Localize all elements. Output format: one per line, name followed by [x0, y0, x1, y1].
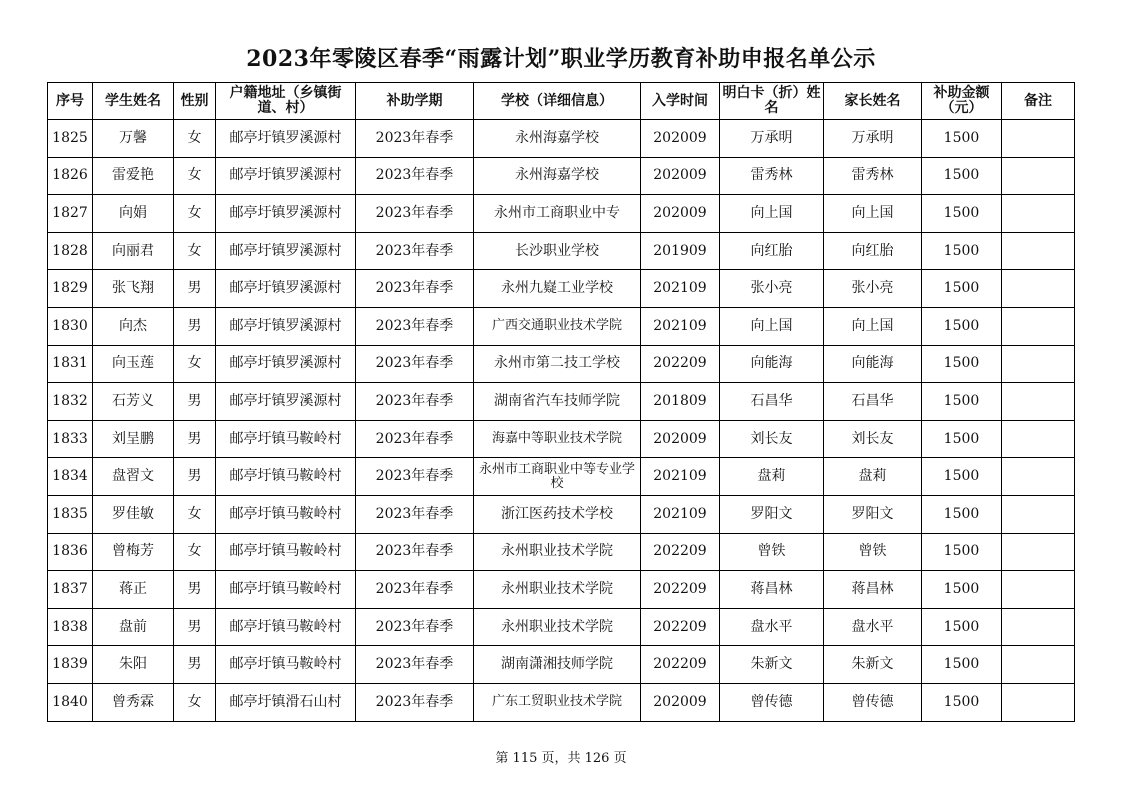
cell-gender: 男: [174, 383, 216, 421]
column-header: 备注: [1002, 83, 1075, 120]
cell-parent-name: 曾传德: [824, 683, 922, 721]
cell-amount: 1500: [922, 157, 1002, 195]
cell-serial-number: 1832: [48, 383, 93, 421]
cell-enroll-date: 202209: [641, 646, 720, 684]
cell-school: 永州海嘉学校: [474, 120, 641, 158]
cell-card-name: 曾铁: [720, 533, 824, 571]
cell-school: 海嘉中等职业技术学院: [474, 420, 641, 458]
cell-address: 邮亭圩镇滑石山村: [216, 683, 356, 721]
cell-parent-name: 石昌华: [824, 383, 922, 421]
cell-school: 广东工贸职业技术学院: [474, 683, 641, 721]
cell-enroll-date: 202009: [641, 420, 720, 458]
table-row: [48, 345, 1075, 383]
cell-card-name: 向上国: [720, 307, 824, 345]
cell-card-name: 蒋昌林: [720, 571, 824, 609]
cell-school: 湖南潇湘技师学院: [474, 646, 641, 684]
cell-enroll-date: 202209: [641, 571, 720, 609]
cell-student-name: 向玉莲: [93, 345, 174, 383]
cell-parent-name: 张小亮: [824, 270, 922, 308]
cell-amount: 1500: [922, 571, 1002, 609]
cell-term: 2023年春季: [356, 120, 474, 158]
cell-gender: 女: [174, 157, 216, 195]
cell-term: 2023年春季: [356, 157, 474, 195]
cell-amount: 1500: [922, 683, 1002, 721]
cell-card-name: 曾传德: [720, 683, 824, 721]
cell-amount: 1500: [922, 608, 1002, 646]
cell-enroll-date: 202109: [641, 458, 720, 496]
table-row: [48, 120, 1075, 158]
cell-parent-name: 雷秀林: [824, 157, 922, 195]
cell-note: [1002, 533, 1075, 571]
cell-amount: 1500: [922, 495, 1002, 533]
table-row: [48, 683, 1075, 721]
cell-address: 邮亭圩镇马鞍岭村: [216, 533, 356, 571]
cell-enroll-date: 202209: [641, 345, 720, 383]
cell-serial-number: 1826: [48, 157, 93, 195]
cell-parent-name: 刘长友: [824, 420, 922, 458]
cell-student-name: 石芳义: [93, 383, 174, 421]
cell-card-name: 石昌华: [720, 383, 824, 421]
cell-student-name: 雷爱艳: [93, 157, 174, 195]
cell-note: [1002, 383, 1075, 421]
cell-term: 2023年春季: [356, 345, 474, 383]
cell-enroll-date: 202109: [641, 307, 720, 345]
cell-serial-number: 1833: [48, 420, 93, 458]
page-title: 2023年零陵区春季“雨露计划”职业学历教育补助申报名单公示: [246, 46, 876, 72]
cell-gender: 男: [174, 420, 216, 458]
cell-school: 长沙职业学校: [474, 232, 641, 270]
cell-note: [1002, 157, 1075, 195]
cell-enroll-date: 202009: [641, 195, 720, 233]
cell-serial-number: 1837: [48, 571, 93, 609]
cell-term: 2023年春季: [356, 270, 474, 308]
cell-amount: 1500: [922, 270, 1002, 308]
cell-address: 邮亭圩镇马鞍岭村: [216, 420, 356, 458]
cell-term: 2023年春季: [356, 307, 474, 345]
cell-note: [1002, 232, 1075, 270]
cell-parent-name: 曾铁: [824, 533, 922, 571]
column-header: 序号: [48, 83, 93, 120]
cell-school: 永州职业技术学院: [474, 533, 641, 571]
cell-gender: 女: [174, 533, 216, 571]
cell-term: 2023年春季: [356, 571, 474, 609]
cell-address: 邮亭圩镇罗溪源村: [216, 232, 356, 270]
cell-parent-name: 罗阳文: [824, 495, 922, 533]
cell-note: [1002, 495, 1075, 533]
table-row: [48, 195, 1075, 233]
cell-school: 永州市工商职业中专: [474, 195, 641, 233]
cell-serial-number: 1829: [48, 270, 93, 308]
cell-enroll-date: 201909: [641, 232, 720, 270]
cell-school: 浙江医药技术学校: [474, 495, 641, 533]
cell-serial-number: 1827: [48, 195, 93, 233]
cell-parent-name: 向能海: [824, 345, 922, 383]
cell-parent-name: 向上国: [824, 195, 922, 233]
cell-gender: 男: [174, 571, 216, 609]
cell-amount: 1500: [922, 120, 1002, 158]
cell-enroll-date: 202009: [641, 120, 720, 158]
page-footer: 第 115 页，共 126 页: [495, 751, 627, 766]
cell-serial-number: 1830: [48, 307, 93, 345]
cell-amount: 1500: [922, 307, 1002, 345]
cell-term: 2023年春季: [356, 533, 474, 571]
cell-serial-number: 1828: [48, 232, 93, 270]
table-body: [48, 120, 1075, 722]
cell-note: [1002, 345, 1075, 383]
header-row: [48, 83, 1075, 120]
cell-student-name: 蒋正: [93, 571, 174, 609]
cell-card-name: 朱新文: [720, 646, 824, 684]
cell-term: 2023年春季: [356, 195, 474, 233]
cell-amount: 1500: [922, 195, 1002, 233]
cell-gender: 男: [174, 458, 216, 496]
cell-school: 永州职业技术学院: [474, 571, 641, 609]
cell-gender: 男: [174, 307, 216, 345]
cell-card-name: 向能海: [720, 345, 824, 383]
cell-gender: 女: [174, 232, 216, 270]
cell-gender: 女: [174, 345, 216, 383]
cell-serial-number: 1836: [48, 533, 93, 571]
cell-student-name: 向杰: [93, 307, 174, 345]
column-header: 性别: [174, 83, 216, 120]
cell-address: 邮亭圩镇马鞍岭村: [216, 458, 356, 496]
cell-student-name: 盘習文: [93, 458, 174, 496]
cell-enroll-date: 202109: [641, 270, 720, 308]
cell-serial-number: 1835: [48, 495, 93, 533]
cell-serial-number: 1834: [48, 458, 93, 496]
cell-school: 永州海嘉学校: [474, 157, 641, 195]
cell-card-name: 雷秀林: [720, 157, 824, 195]
cell-card-name: 万承明: [720, 120, 824, 158]
cell-address: 邮亭圩镇马鞍岭村: [216, 571, 356, 609]
cell-card-name: 刘长友: [720, 420, 824, 458]
cell-student-name: 万馨: [93, 120, 174, 158]
table-row: [48, 495, 1075, 533]
cell-gender: 女: [174, 683, 216, 721]
table-row: [48, 458, 1075, 496]
cell-note: [1002, 683, 1075, 721]
cell-enroll-date: 202209: [641, 608, 720, 646]
cell-address: 邮亭圩镇马鞍岭村: [216, 495, 356, 533]
table-row: [48, 608, 1075, 646]
cell-term: 2023年春季: [356, 646, 474, 684]
table-row: [48, 383, 1075, 421]
table-row: [48, 571, 1075, 609]
cell-amount: 1500: [922, 646, 1002, 684]
cell-student-name: 罗佳敏: [93, 495, 174, 533]
cell-school: 永州市第二技工学校: [474, 345, 641, 383]
cell-address: 邮亭圩镇罗溪源村: [216, 270, 356, 308]
cell-student-name: 盘前: [93, 608, 174, 646]
table-row: [48, 232, 1075, 270]
column-header: 补助学期: [356, 83, 474, 120]
cell-enroll-date: 202009: [641, 683, 720, 721]
cell-school: 湖南省汽车技师学院: [474, 383, 641, 421]
cell-address: 邮亭圩镇罗溪源村: [216, 195, 356, 233]
cell-amount: 1500: [922, 533, 1002, 571]
cell-address: 邮亭圩镇罗溪源村: [216, 383, 356, 421]
cell-card-name: 盘水平: [720, 608, 824, 646]
cell-card-name: 向上国: [720, 195, 824, 233]
cell-parent-name: 向上国: [824, 307, 922, 345]
table-row: [48, 646, 1075, 684]
cell-note: [1002, 307, 1075, 345]
cell-school: 永州市工商职业中等专业学校: [474, 458, 641, 496]
cell-student-name: 朱阳: [93, 646, 174, 684]
cell-enroll-date: 202209: [641, 533, 720, 571]
cell-serial-number: 1825: [48, 120, 93, 158]
column-header: 家长姓名: [824, 83, 922, 120]
cell-student-name: 张飞翔: [93, 270, 174, 308]
column-header: 学校（详细信息）: [474, 83, 641, 120]
cell-gender: 女: [174, 120, 216, 158]
cell-parent-name: 盘莉: [824, 458, 922, 496]
cell-student-name: 曾梅芳: [93, 533, 174, 571]
cell-parent-name: 盘水平: [824, 608, 922, 646]
column-header: 补助金额（元）: [922, 83, 1002, 120]
cell-school: 永州九嶷工业学校: [474, 270, 641, 308]
cell-note: [1002, 420, 1075, 458]
cell-term: 2023年春季: [356, 420, 474, 458]
roster-table: [47, 82, 1075, 722]
cell-term: 2023年春季: [356, 458, 474, 496]
cell-card-name: 盘莉: [720, 458, 824, 496]
cell-term: 2023年春季: [356, 608, 474, 646]
cell-amount: 1500: [922, 458, 1002, 496]
table-row: [48, 533, 1075, 571]
cell-gender: 男: [174, 646, 216, 684]
column-header: 户籍地址（乡镇街道、村）: [216, 83, 356, 120]
cell-amount: 1500: [922, 383, 1002, 421]
cell-gender: 男: [174, 608, 216, 646]
cell-serial-number: 1831: [48, 345, 93, 383]
cell-enroll-date: 202109: [641, 495, 720, 533]
column-header: 学生姓名: [93, 83, 174, 120]
cell-address: 邮亭圩镇罗溪源村: [216, 345, 356, 383]
cell-card-name: 张小亮: [720, 270, 824, 308]
cell-card-name: 向红胎: [720, 232, 824, 270]
cell-student-name: 向丽君: [93, 232, 174, 270]
cell-school: 广西交通职业技术学院: [474, 307, 641, 345]
cell-amount: 1500: [922, 420, 1002, 458]
cell-note: [1002, 646, 1075, 684]
cell-note: [1002, 608, 1075, 646]
cell-parent-name: 万承明: [824, 120, 922, 158]
cell-term: 2023年春季: [356, 495, 474, 533]
cell-term: 2023年春季: [356, 683, 474, 721]
cell-gender: 女: [174, 495, 216, 533]
cell-serial-number: 1838: [48, 608, 93, 646]
cell-address: 邮亭圩镇罗溪源村: [216, 120, 356, 158]
cell-parent-name: 向红胎: [824, 232, 922, 270]
cell-amount: 1500: [922, 345, 1002, 383]
cell-note: [1002, 571, 1075, 609]
table-row: [48, 157, 1075, 195]
cell-gender: 男: [174, 270, 216, 308]
cell-student-name: 刘呈鹏: [93, 420, 174, 458]
cell-school: 永州职业技术学院: [474, 608, 641, 646]
cell-card-name: 罗阳文: [720, 495, 824, 533]
column-header: 明白卡（折）姓名: [720, 83, 824, 120]
cell-enroll-date: 201809: [641, 383, 720, 421]
cell-note: [1002, 120, 1075, 158]
cell-parent-name: 蒋昌林: [824, 571, 922, 609]
cell-serial-number: 1840: [48, 683, 93, 721]
cell-note: [1002, 458, 1075, 496]
cell-term: 2023年春季: [356, 383, 474, 421]
column-header: 入学时间: [641, 83, 720, 120]
cell-gender: 女: [174, 195, 216, 233]
cell-note: [1002, 195, 1075, 233]
table-row: [48, 420, 1075, 458]
cell-note: [1002, 270, 1075, 308]
cell-parent-name: 朱新文: [824, 646, 922, 684]
cell-address: 邮亭圩镇罗溪源村: [216, 157, 356, 195]
cell-enroll-date: 202009: [641, 157, 720, 195]
cell-student-name: 曾秀霖: [93, 683, 174, 721]
cell-address: 邮亭圩镇马鞍岭村: [216, 608, 356, 646]
table-row: [48, 270, 1075, 308]
cell-address: 邮亭圩镇罗溪源村: [216, 307, 356, 345]
table-row: [48, 307, 1075, 345]
cell-term: 2023年春季: [356, 232, 474, 270]
cell-amount: 1500: [922, 232, 1002, 270]
cell-serial-number: 1839: [48, 646, 93, 684]
cell-address: 邮亭圩镇马鞍岭村: [216, 646, 356, 684]
cell-student-name: 向娟: [93, 195, 174, 233]
